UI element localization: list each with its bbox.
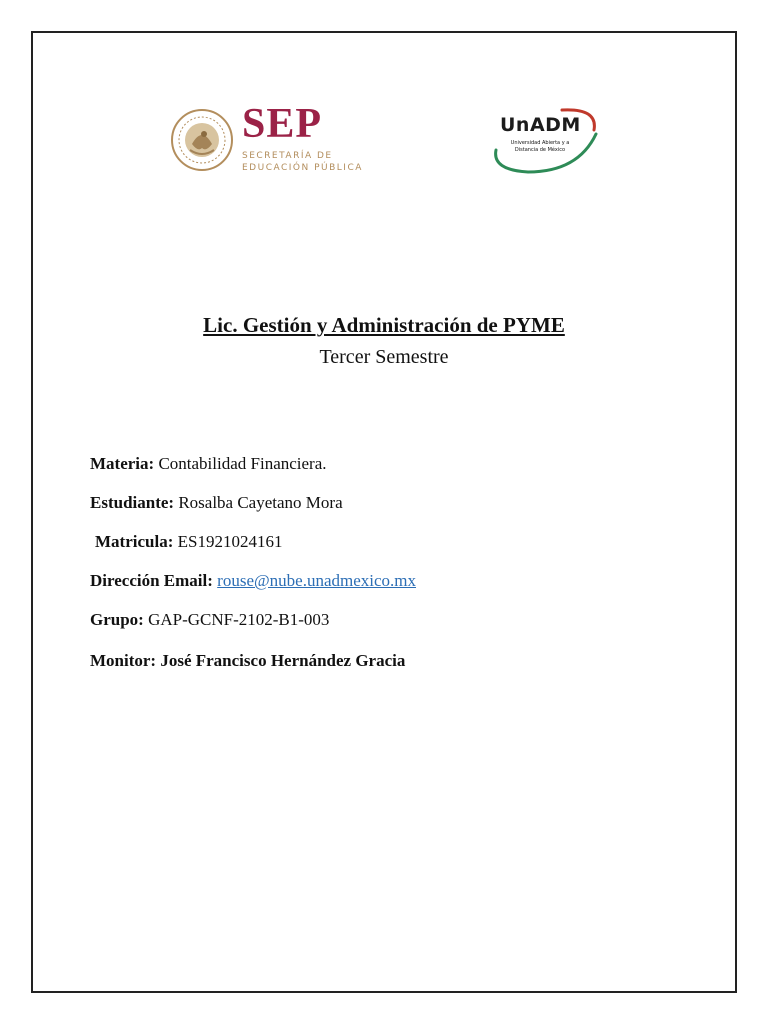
materia-label: Materia:	[90, 454, 155, 473]
monitor-value: José Francisco Hernández Gracia	[160, 651, 406, 670]
unadm-subtitle-line1: Universidad Abierta y a	[510, 140, 570, 146]
document-title	[0, 313, 768, 338]
unadm-logo	[488, 104, 604, 180]
grupo-value: GAP-GCNF-2102-B1-003	[148, 610, 330, 629]
email-field	[90, 571, 416, 591]
sep-logo	[170, 101, 370, 176]
matricula-label: Matricula:	[95, 532, 174, 551]
document-title-text: Lic. Gestión y Administración de PYME	[203, 313, 565, 337]
materia-field	[90, 454, 327, 474]
unadm-wordmark: UnADM	[500, 114, 581, 136]
monitor-label: Monitor:	[90, 651, 157, 670]
matricula-field	[95, 532, 282, 552]
email-label: Dirección Email:	[90, 571, 213, 590]
sep-wordmark: SEP	[242, 101, 323, 147]
email-link[interactable]: rouse@nube.unadmexico.mx	[217, 571, 417, 590]
grupo-field	[90, 610, 329, 630]
estudiante-field	[90, 493, 343, 513]
document-subtitle: Tercer Semestre	[319, 346, 449, 368]
monitor-field	[90, 651, 405, 671]
sep-subtitle-line1: SECRETARÍA DE	[242, 151, 333, 161]
grupo-label: Grupo:	[90, 610, 144, 629]
estudiante-label: Estudiante:	[90, 493, 175, 512]
unadm-subtitle-line2: Distancia de México	[514, 147, 566, 153]
mexico-coat-of-arms-icon	[170, 108, 234, 172]
matricula-value: ES1921024161	[177, 532, 283, 551]
sep-subtitle-line2: EDUCACIÓN PÚBLICA	[242, 163, 363, 173]
estudiante-value: Rosalba Cayetano Mora	[178, 493, 343, 512]
materia-value: Contabilidad Financiera.	[158, 454, 327, 473]
